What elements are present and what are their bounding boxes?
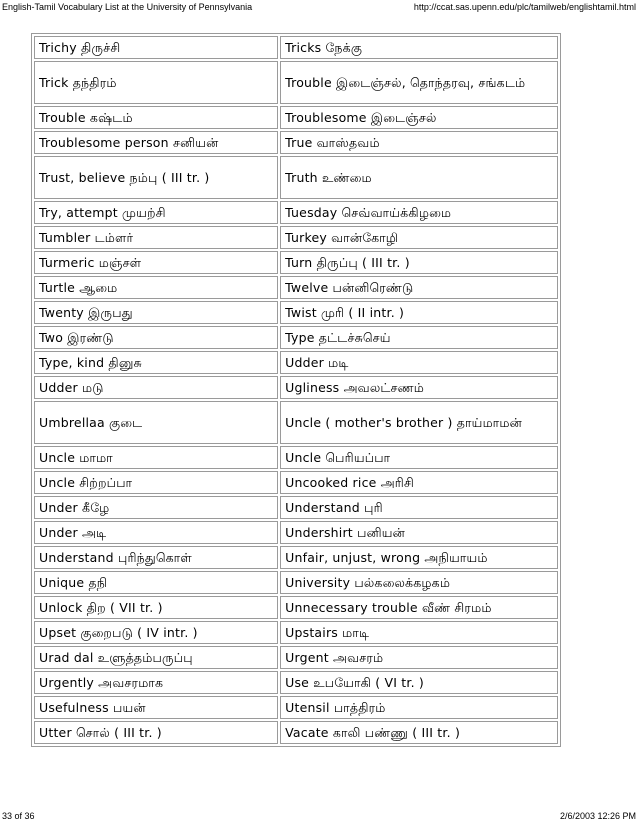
- table-row: [34, 596, 558, 619]
- table-cell: Type, kind தினுசு: [34, 351, 278, 374]
- table-row: [34, 546, 558, 569]
- table-cell: Turtle ஆமை: [34, 276, 278, 299]
- table-cell: Tuesday செவ்வாய்க்கிழமை: [280, 201, 558, 224]
- table-cell: Unnecessary trouble வீண் சிரமம்: [280, 596, 558, 619]
- table-cell: Twenty இருபது: [34, 301, 278, 324]
- table-cell: Udder மடு: [34, 376, 278, 399]
- table-row: [34, 61, 558, 104]
- table-cell: Urgently அவசரமாக: [34, 671, 278, 694]
- table-cell: Trust, believe நம்பு ( III tr. ): [34, 156, 278, 199]
- table-cell: Troublesome person சனியன்: [34, 131, 278, 154]
- table-cell: Utensil பாத்திரம்: [280, 696, 558, 719]
- table-row: [34, 226, 558, 249]
- table-cell: Urgent அவசரம்: [280, 646, 558, 669]
- document-title: English-Tamil Vocabulary List at the University of Pennsylvania: [2, 2, 253, 12]
- table-cell: Tumbler டம்ளர்: [34, 226, 278, 249]
- table-cell: Trick தந்திரம்: [34, 61, 278, 104]
- table-cell: Troublesome இடைஞ்சல்: [280, 106, 558, 129]
- document-url: http://ccat.sas.upenn.edu/plc/tamilweb/englishtamil.html: [413, 2, 636, 12]
- table-row: [34, 36, 558, 59]
- table-cell: Try, attempt முயற்சி: [34, 201, 278, 224]
- table-cell: Under கீழே: [34, 496, 278, 519]
- table-row: [34, 446, 558, 469]
- table-row: [34, 351, 558, 374]
- table-row: [34, 521, 558, 544]
- table-cell: Under அடி: [34, 521, 278, 544]
- table-cell: Turn திருப்பு ( III tr. ): [280, 251, 558, 274]
- table-cell: Udder மடி: [280, 351, 558, 374]
- page-number: 33 of 36: [2, 811, 35, 821]
- table-cell: Unfair, unjust, wrong அநியாயம்: [280, 546, 558, 569]
- vocabulary-table: [31, 33, 561, 747]
- table-cell: Trouble கஷ்டம்: [34, 106, 278, 129]
- table-row: [34, 471, 558, 494]
- table-cell: Vacate காலி பண்ணு ( III tr. ): [280, 721, 558, 744]
- table-row: [34, 201, 558, 224]
- table-row: [34, 301, 558, 324]
- table-cell: Twist முரி ( II intr. ): [280, 301, 558, 324]
- table-row: [34, 276, 558, 299]
- table-cell: Trouble இடைஞ்சல், தொந்தரவு, சங்கடம்: [280, 61, 558, 104]
- table-row: [34, 496, 558, 519]
- table-cell: Usefulness பயன்: [34, 696, 278, 719]
- print-header: [0, 0, 638, 14]
- table-row: [34, 326, 558, 349]
- table-cell: Twelve பன்னிரெண்டு: [280, 276, 558, 299]
- table-cell: Two இரண்டு: [34, 326, 278, 349]
- table-cell: Uncooked rice அரிசி: [280, 471, 558, 494]
- table-cell: Type தட்டச்சுசெய்: [280, 326, 558, 349]
- table-cell: Turmeric மஞ்சள்: [34, 251, 278, 274]
- table-cell: Ugliness அவலட்சணம்: [280, 376, 558, 399]
- table-cell: Upstairs மாடி: [280, 621, 558, 644]
- table-cell: True வாஸ்தவம்: [280, 131, 558, 154]
- table-cell: Truth உண்மை: [280, 156, 558, 199]
- table-row: [34, 251, 558, 274]
- table-cell: Understand புரி: [280, 496, 558, 519]
- table-row: [34, 376, 558, 399]
- table-cell: Umbrellaa குடை: [34, 401, 278, 444]
- table-row: [34, 156, 558, 199]
- table-cell: University பல்கலைக்கழகம்: [280, 571, 558, 594]
- table-cell: Uncle பெரியப்பா: [280, 446, 558, 469]
- table-row: [34, 671, 558, 694]
- table-row: [34, 621, 558, 644]
- table-row: [34, 696, 558, 719]
- table-cell: Uncle சிற்றப்பா: [34, 471, 278, 494]
- table-cell: Unique தநி: [34, 571, 278, 594]
- table-cell: Urad dal உளுத்தம்பருப்பு: [34, 646, 278, 669]
- table-cell: Undershirt பனியன்: [280, 521, 558, 544]
- table-cell: Unlock திற ( VII tr. ): [34, 596, 278, 619]
- table-cell: Trichy திருச்சி: [34, 36, 278, 59]
- table-cell: Uncle ( mother's brother ) தாய்மாமன்: [280, 401, 558, 444]
- table-row: [34, 646, 558, 669]
- table-row: [34, 721, 558, 744]
- print-datetime: 2/6/2003 12:26 PM: [559, 811, 636, 821]
- table-cell: Utter சொல் ( III tr. ): [34, 721, 278, 744]
- table-row: [34, 131, 558, 154]
- table-row: [34, 106, 558, 129]
- print-footer: [0, 808, 638, 824]
- table-cell: Understand புரிந்துகொள்: [34, 546, 278, 569]
- table-row: [34, 571, 558, 594]
- table-cell: Uncle மாமா: [34, 446, 278, 469]
- table-cell: Upset குறைபடு ( IV intr. ): [34, 621, 278, 644]
- table-cell: Use உபயோகி ( VI tr. ): [280, 671, 558, 694]
- table-cell: Turkey வான்கோழி: [280, 226, 558, 249]
- table-cell: Tricks நேக்கு: [280, 36, 558, 59]
- table-row: [34, 401, 558, 444]
